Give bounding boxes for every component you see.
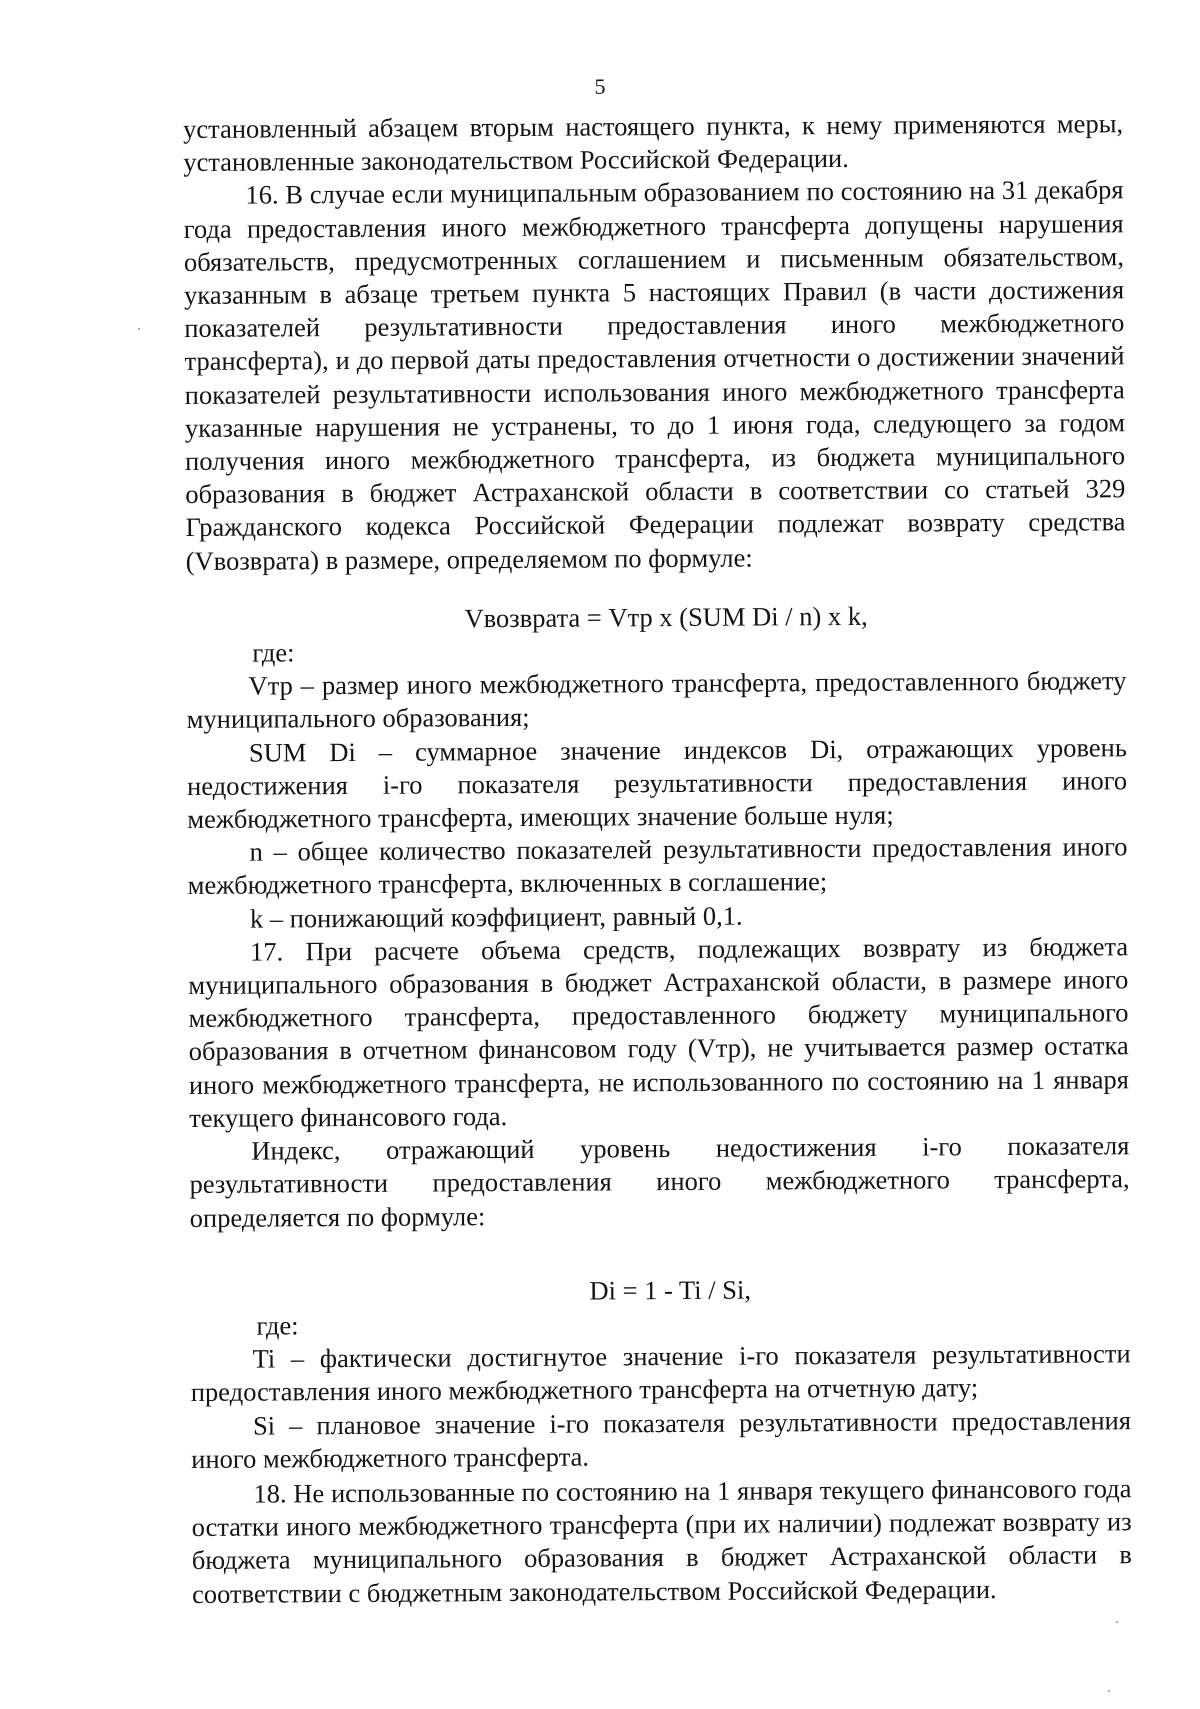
scan-speck bbox=[138, 328, 140, 330]
paragraph-item-18: 18. Не использованные по состоянию на 1 января текущего финансового года остатки иного межбюджетного трансферта (при их наличии) подлежат возврату из бюджета муниципального образования в бюджет Астраханской области в соответствии с бюджетным законодательством Российской Федерации. bbox=[191, 1473, 1132, 1609]
document-body bbox=[183, 107, 1132, 1610]
definition-k: k – понижающий коэффициент, равный 0,1. bbox=[249, 900, 743, 934]
paragraph-item-17: 17. При расчете объема средств, подлежащих возврату из бюджета муниципального образования в бюджет Астраханской области, в размере иного межбюджетного трансферта, предоставленного бюджету муниципального образования в отчетном финансовом году (Vтр), не учитывается размер остатка иного межбюджетного трансферта, не использованного по состоянию на 1 января текущего финансового года. bbox=[188, 931, 1130, 1133]
definition-sum-di: SUM Di – суммарное значение индексов Di, отражающих уровень недостижения i-го показателя результативности предоставления иного межбюджетного трансферта, имеющих значение больше нуля; bbox=[187, 731, 1128, 835]
where-label: где: bbox=[256, 1310, 299, 1341]
paragraph-continuation: установленный абзацем вторым настоящего пункта, к нему применяются меры, установленные законодательством Российской Федерации. bbox=[183, 108, 1124, 178]
formula-index: Di = 1 - Ti / Si, bbox=[589, 1274, 752, 1306]
definition-ti: Ti – фактически достигнутое значение i-го показателя результативности предоставления иного межбюджетного трансферта на отчетную дату; bbox=[190, 1338, 1131, 1408]
definition-n: n – общее количество показателей результативности предоставления иного межбюджетного трансферта, включенных в соглашение; bbox=[187, 831, 1128, 901]
where-label: где: bbox=[252, 637, 295, 668]
scan-speck bbox=[1108, 1690, 1110, 1692]
definition-vtr: Vтр – размер иного межбюджетного трансферта, предоставленного бюджету муниципального образования; bbox=[186, 665, 1127, 735]
paragraph-item-16: 16. В случае если муниципальным образованием по состоянию на 31 декабря года предоставления иного межбюджетного трансферта допущены нарушения обязательств, предусмотренных соглашением и письменным обязательством, указанным в абзаце третьем пункта 5 настоящих Правил (в части достижения показателей результативности предоставления иного межбюджетного трансферта), и до первой даты предоставления отчетности о достижении значений показателей результативности использования иного межбюджетного трансферта указанные нарушения не устранены, то до 1 июня года, следующего за годом получения иного межбюджетного трансферта, из бюджета муниципального образования в бюджет Астраханской области в соответствии со статьей 329 Гражданского кодекса Российской Федерации подлежат возврату средства (Vвозврата) в размере, определяемом по формуле: bbox=[183, 174, 1126, 576]
definition-si: Si – плановое значение i-го показателя результативности предоставления иного межбюджетного трансферта. bbox=[191, 1404, 1132, 1474]
page-number: 5 bbox=[594, 74, 606, 99]
scan-speck bbox=[1116, 1621, 1118, 1623]
paragraph-index-intro: Индекс, отражающий уровень недостижения i-го показателя результативности предоставления иного межбюджетного трансферта, определяется по формуле: bbox=[189, 1130, 1130, 1233]
formula-return-amount: Vвозврата = Vтр x (SUM Di / n) x k, bbox=[464, 600, 868, 634]
